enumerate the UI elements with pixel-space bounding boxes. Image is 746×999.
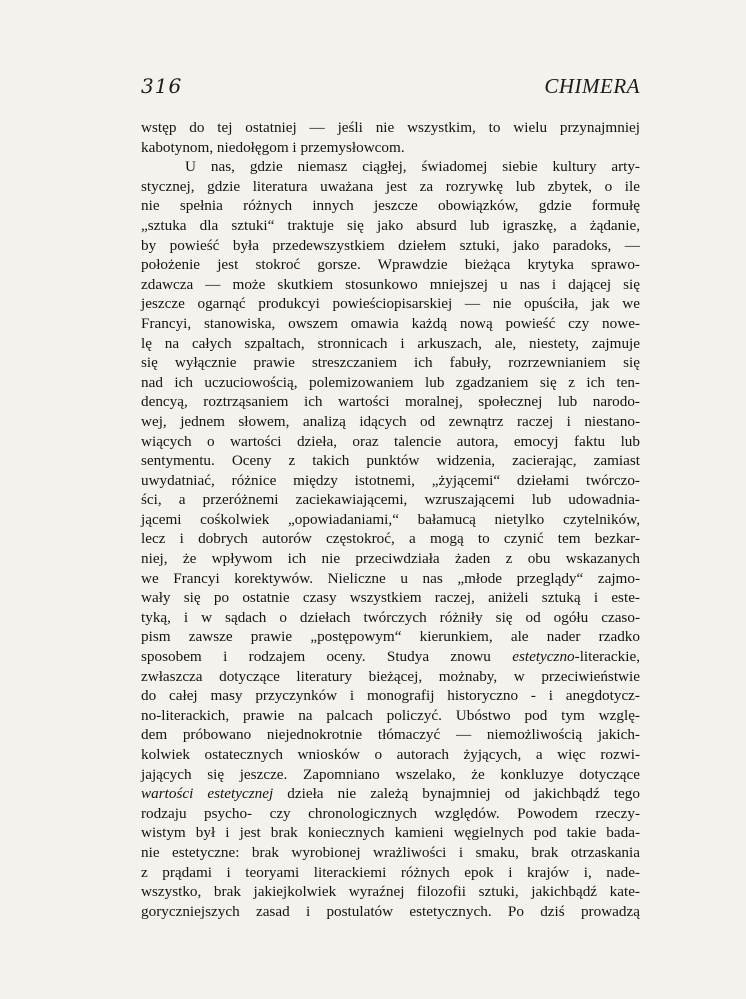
text-segment: jącemi cośkolwiek „opowiadaniami,“ bałamucą nietylko czytelników,: [141, 510, 640, 528]
text-line: [141, 863, 640, 883]
text-line: [141, 157, 640, 177]
text-line: [141, 177, 640, 197]
text-line: [141, 412, 640, 432]
journal-title: CHIMERA: [544, 74, 640, 98]
text-segment: wiących o wartości dzieła, oraz talencie autora, emocyj faktu lub: [141, 432, 640, 450]
text-line: [141, 549, 640, 569]
text-segment: się wyłącznie prawie streszczaniem ich fabuły, rozrzewnianiem się: [141, 354, 640, 372]
text-line: [141, 138, 640, 158]
text-line: [141, 529, 640, 549]
text-segment: „sztuka dla sztuki“ traktuje się jako absurd lub igraszkę, a żądanie,: [141, 216, 640, 234]
text-line: [141, 471, 640, 491]
text-segment: we Francyi korektywów. Nieliczne u nas „młode przeglądy“ zajmo-: [141, 569, 640, 587]
text-segment: niej, że wpływom ich nie przeciwdziała żaden z obu wskazanych: [141, 550, 640, 568]
text-segment: sentymentu. Oceny z takich punktów widzenia, zacierając, zamiast: [141, 452, 640, 470]
italic-segment: wartości estetycznej: [141, 785, 274, 803]
body-text: [141, 118, 640, 921]
text-segment: uwydatniać, różnice między istotnemi, „żyjącemi“ dziełami twórczo-: [141, 471, 640, 489]
text-segment: Francyi, stanowiska, owszem omawia każdą nową powieść czy nowe-: [141, 314, 640, 332]
text-segment: wej, jednem słowem, analizą idących od zewnątrz raczej i niestano-: [141, 412, 640, 430]
text-segment: wały się po ostatnie czasy wszystkiem raczej, aniżeli sztuką i este-: [141, 589, 640, 607]
text-segment: wistym był i jest brak koniecznych kamieni węgielnych pod takie bada-: [141, 824, 640, 842]
text-segment: no-literackich, prawie na palcach policzyć. Ubóstwo pod tym wzglę-: [141, 706, 640, 724]
text-line: [141, 334, 640, 354]
text-segment: tyką, i w sądach o dziełach twórczych różniły się od ogółu czaso-: [141, 608, 640, 626]
text-line: [141, 902, 640, 922]
text-segment: dem próbowano niejednokrotnie tłómaczyć — niemożliwością jakich-: [141, 726, 640, 744]
text-segment: nad ich uczuciowością, polemizowaniem lub zgadzaniem się z ich ten-: [141, 373, 640, 391]
text-segment: pism zawsze prawie „postępowym“ kierunkiem, ale nader rzadko: [141, 628, 640, 646]
page-number: 316: [141, 74, 183, 98]
text-line: [141, 432, 640, 452]
text-line: [141, 216, 640, 236]
text-segment: rodzaju psycho- czy chronologicznych względów. Powodem rzeczy-: [141, 804, 640, 822]
text-line: [141, 196, 640, 216]
text-segment: wszystko, brak jakiejkolwiek wyraźnej filozofii sztuki, jakichbądź kate-: [141, 883, 640, 901]
text-line: [141, 627, 640, 647]
text-segment: -literackie,: [574, 648, 640, 666]
text-line: [141, 569, 640, 589]
text-line: [141, 118, 640, 138]
text-line: [141, 745, 640, 765]
text-line: [141, 608, 640, 628]
italic-segment: estetyczno: [512, 648, 575, 666]
text-segment: lecz i dobrych autorów częstokroć, a mogą to czynić tem bezkar-: [141, 530, 640, 548]
text-line: [141, 882, 640, 902]
text-line: [141, 275, 640, 295]
text-segment: jeszcze ogarnąć produkcyi powieściopisarskiej — nie opuściła, jak we: [141, 295, 640, 313]
text-line: [141, 392, 640, 412]
text-segment: dencyą, roztrząsaniem ich wartości moralnej, społecznej lub narodo-: [141, 393, 640, 411]
text-segment: by powieść była przedewszystkiem dziełem sztuki, jako paradoks, —: [141, 236, 640, 254]
text-segment: sposobem i rodzajem oceny. Studya znowu: [141, 648, 513, 666]
text-segment: wstęp do tej ostatniej — jeśli nie wszystkim, to wielu przynajmniej: [141, 119, 640, 136]
text-segment: zwłaszcza dotyczące literatury bieżącej, możnaby, w przeciwieństwie: [141, 667, 640, 685]
text-segment: położenie jest stokroć gorsze. Wprawdzie bieżąca krytyka sprawo-: [141, 256, 640, 274]
text-segment: nie estetyczne: brak wyrobionej wrażliwości i smaku, brak otrzaskania: [141, 843, 640, 861]
text-segment: zdawcza — może skutkiem stosunkowo mniejszej u nas i dającej się: [141, 275, 640, 293]
text-segment: kabotynom, niedołęgom i przemysłowcom.: [141, 138, 405, 156]
text-line: [141, 294, 640, 314]
text-line: [141, 706, 640, 726]
text-line: [141, 823, 640, 843]
text-line: [141, 353, 640, 373]
text-line: [141, 647, 640, 667]
running-head: [141, 74, 640, 104]
text-segment: goryczniejszych zasad i postulatów estetycznych. Po dziś prowadzą: [141, 902, 640, 920]
text-segment: ści, a przeróżnemi zaciekawiającemi, wzruszającemi lub udowadnia-: [141, 491, 640, 509]
text-segment: U nas, gdzie niemasz ciągłej, świadomej siebie kultury arty-: [185, 158, 640, 176]
text-line: [141, 784, 640, 804]
text-line: [141, 804, 640, 824]
text-line: [141, 451, 640, 471]
text-segment: do całej masy przyczynków i monografij historyczno - i anegdotycz-: [141, 687, 640, 705]
text-line: [141, 725, 640, 745]
text-line: [141, 667, 640, 687]
text-line: [141, 510, 640, 530]
text-segment: jających się jeszcze. Zapomniano wszelako, że konkluzye dotyczące: [141, 765, 640, 783]
text-line: [141, 373, 640, 393]
text-line: [141, 765, 640, 785]
text-line: [141, 686, 640, 706]
text-line: [141, 236, 640, 256]
text-line: [141, 588, 640, 608]
text-line: [141, 490, 640, 510]
text-line: [141, 314, 640, 334]
text-line: [141, 255, 640, 275]
text-segment: nie spełnia różnych innych jeszcze obowiązków, gdzie formułę: [141, 197, 640, 215]
text-line: [141, 843, 640, 863]
text-segment: lę na całych szpaltach, stronnicach i arkuszach, ale, niestety, zajmuje: [141, 334, 640, 352]
text-segment: dzieła nie zależą bynajmniej od jakichbądź tego: [273, 785, 640, 803]
text-segment: kolwiek ostatecznych wniosków o autorach żyjących, a więc rozwi-: [141, 746, 640, 763]
text-segment: z prądami i teoryami literackiemi różnych epok i krajów i, nade-: [141, 863, 640, 881]
text-segment: stycznej, gdzie literatura uważana jest za rozrywkę lub zbytek, o ile: [141, 177, 640, 195]
